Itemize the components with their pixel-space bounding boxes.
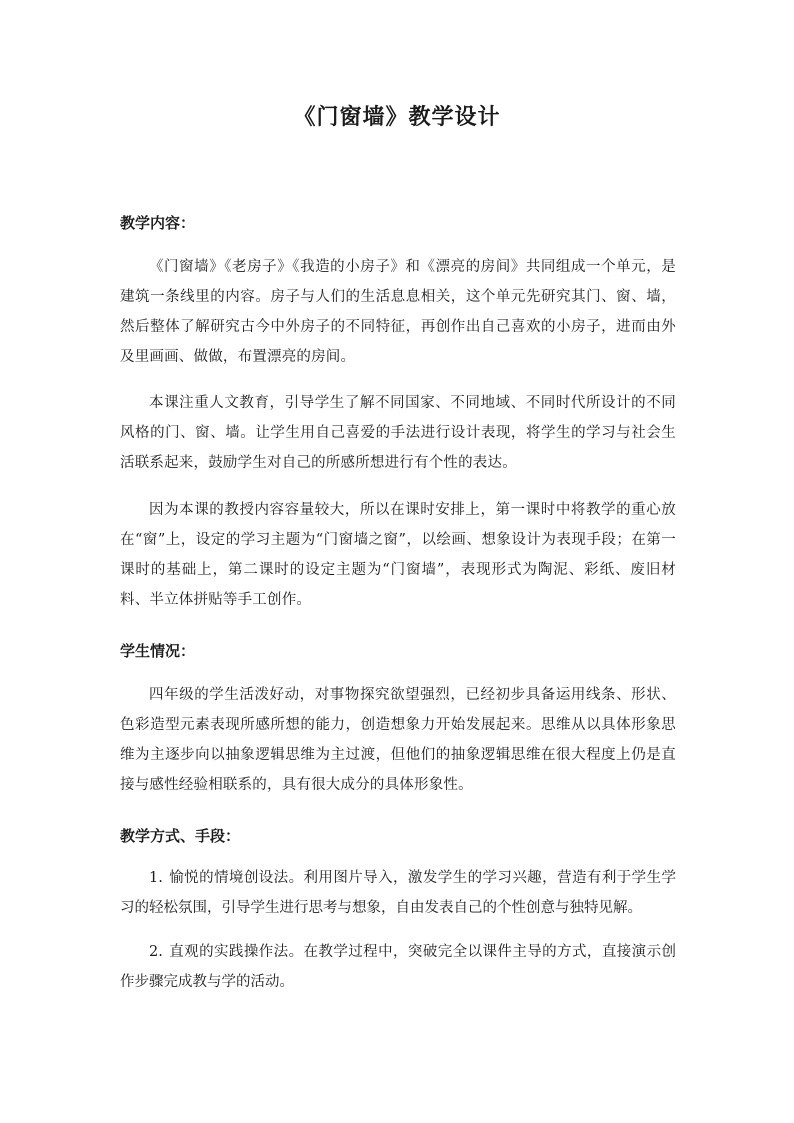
list-item-method-2	[120, 937, 676, 997]
list-item-text: 直观的实践操作法。在教学过程中，突破完全以课件主导的方式，直接演示创作步骤完成教与学的活动。	[120, 944, 676, 990]
section-heading-teaching-methods: 教学方式、手段：	[120, 827, 241, 845]
list-item-number: 2.	[149, 944, 163, 960]
paragraph-content-3: 因为本课的教授内容容量较大，所以在课时安排上，第一课时中将教学的重心放在“窗”上，设定的学习主题为“门窗墙之窗”，以绘画、想象设计为表现手段；在第一课时的基础上，第二课时的设定主题为“门窗墙”，表现形式为陶泥、彩纸、废旧材料、半立体拼贴等手工创作。	[120, 502, 676, 608]
section-heading-teaching-content: 教学内容：	[120, 214, 196, 232]
paragraph-student-situation: 四年级的学生活泼好动，对事物探究欲望强烈，已经初步具备运用线条、形状、色彩造型元素表现所感所想的能力，创造想象力开始发展起来。思维从以具体形象思维为主逐步向以抽象逻辑思维为主过渡，但他们的抽象逻辑思维在很大程度上仍是直接与感性经验相联系的，具有很大成分的具体形象性。	[120, 687, 676, 793]
paragraph-content-1: 《门窗墙》《老房子》《我造的小房子》和《漂亮的房间》共同组成一个单元，是建筑一条线里的内容。房子与人们的生活息息相关，这个单元先研究其门、窗、墙，然后整体了解研究古今中外房子的不同特征，再创作出自己喜欢的小房子，进而由外及里画画、做做，布置漂亮的房间。	[120, 259, 676, 365]
document-title: 《门窗墙》教学设计	[293, 104, 501, 130]
paragraph-content-2: 本课注重人文教育，引导学生了解不同国家、不同地域、不同时代所设计的不同风格的门、窗、墙。让学生用自己喜爱的手法进行设计表现，将学生的学习与社会生活联系起来，鼓励学生对自己的所感所想进行有个性的表达。	[120, 395, 676, 471]
list-item-number: 1.	[149, 870, 163, 886]
list-item-method-1	[120, 863, 676, 923]
section-heading-student-situation: 学生情况：	[120, 642, 196, 660]
list-item-text: 愉悦的情境创设法。利用图片导入，激发学生的学习兴趣，营造有利于学生学习的轻松氛围，引导学生进行思考与想象，自由发表自己的个性创意与独特见解。	[120, 870, 676, 916]
